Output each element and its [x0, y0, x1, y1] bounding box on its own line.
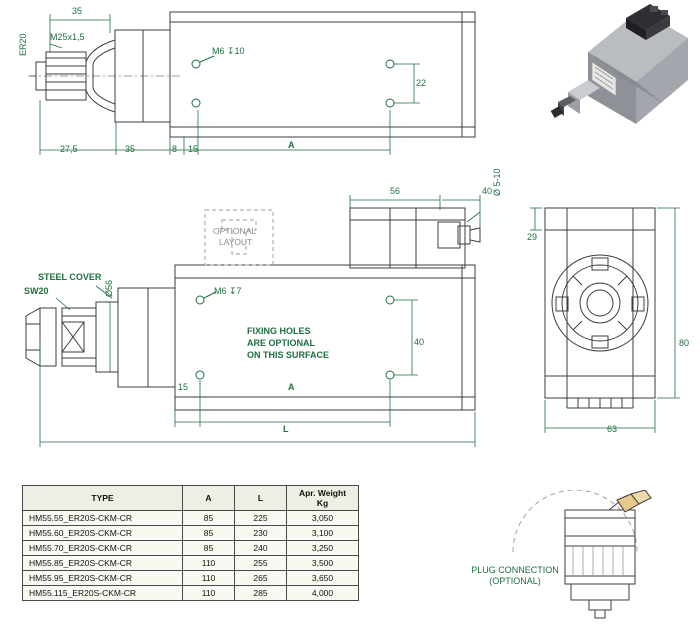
table-row [23, 571, 359, 586]
label-sw20: SW20 [24, 286, 49, 296]
table-row [23, 511, 359, 526]
cell-type: HM55.70_ER20S-CKM-CR [23, 541, 183, 556]
cell-weight: 4,000 [287, 586, 359, 601]
top-view-drawing [0, 0, 520, 175]
table-body [23, 511, 359, 601]
dim-a-mid: A [288, 382, 295, 392]
cell-type: HM55.85_ER20S-CKM-CR [23, 556, 183, 571]
dim-29: 29 [527, 232, 538, 242]
label-optional-layout-line2: LAYOUT [219, 237, 253, 247]
cell-l: 255 [235, 556, 287, 571]
dim-l: L [283, 424, 289, 434]
dim-dia-5-10: Ø 5-10 [492, 168, 502, 196]
dim-27-5: 27,5 [60, 144, 78, 154]
dim-80: 80 [679, 338, 690, 348]
plug-connection-line2: (OPTIONAL) [489, 576, 541, 587]
cell-type: HM55.95_ER20S-CKM-CR [23, 571, 183, 586]
dim-dia56: Ø56 [104, 279, 114, 297]
cell-l: 225 [235, 511, 287, 526]
dim-er20: ER20 [18, 33, 28, 56]
spec-table [22, 485, 359, 601]
header-l: L [235, 486, 287, 511]
note-fixing-line2: ARE OPTIONAL [247, 338, 316, 348]
dim-22: 22 [416, 78, 427, 88]
cell-a: 110 [183, 556, 235, 571]
cell-l: 265 [235, 571, 287, 586]
dim-40-mid: 40 [414, 337, 425, 347]
spindle-photo [530, 4, 695, 144]
dim-m6-depth-mid: M6 ↧7 [214, 286, 242, 296]
cell-l: 240 [235, 541, 287, 556]
cell-weight: 3,100 [287, 526, 359, 541]
cell-a: 110 [183, 571, 235, 586]
table-row [23, 526, 359, 541]
header-weight-line1: Apr. Weight [298, 488, 347, 498]
dim-63: 63 [607, 424, 618, 434]
dim-m25x15: M25x1,5 [50, 32, 85, 42]
plug-connection-illustration [505, 490, 695, 630]
cell-weight: 3,650 [287, 571, 359, 586]
table-row [23, 556, 359, 571]
cell-a: 85 [183, 511, 235, 526]
header-weight-line2: Kg [316, 498, 329, 508]
plug-connection-line1: PLUG CONNECTION [471, 565, 559, 575]
cell-type: HM55.60_ER20S-CKM-CR [23, 526, 183, 541]
dim-40-right: 40 [482, 186, 493, 196]
cell-weight: 3,050 [287, 511, 359, 526]
table-row [23, 541, 359, 556]
cell-l: 285 [235, 586, 287, 601]
dim-a-top: A [288, 140, 295, 150]
dim-15-top: 15 [188, 144, 199, 154]
dim-35-bottom: 35 [125, 144, 136, 154]
dim-8: 8 [172, 144, 178, 154]
dim-15-mid: 15 [178, 382, 189, 392]
header-weight [287, 486, 359, 511]
plug-connection-label [440, 565, 590, 588]
note-fixing-line3: ON THIS SURFACE [247, 350, 330, 360]
cell-a: 85 [183, 541, 235, 556]
cell-weight: 3,500 [287, 556, 359, 571]
header-a: A [183, 486, 235, 511]
cell-weight: 3,250 [287, 541, 359, 556]
cell-a: 110 [183, 586, 235, 601]
note-fixing-line1: FIXING HOLES [247, 326, 311, 336]
dim-56: 56 [390, 186, 401, 196]
header-type: TYPE [23, 486, 183, 511]
table-header-row [23, 486, 359, 511]
label-optional-layout-line1: OPTIONAL [213, 226, 256, 236]
cell-a: 85 [183, 526, 235, 541]
cell-l: 230 [235, 526, 287, 541]
cell-type: HM55.115_ER20S-CKM-CR [23, 586, 183, 601]
front-face-drawing [330, 190, 700, 450]
dim-top-35: 35 [72, 6, 83, 16]
table-row [23, 586, 359, 601]
cell-type: HM55.55_ER20S-CKM-CR [23, 511, 183, 526]
label-steel-cover: STEEL COVER [38, 272, 102, 282]
dim-m6-depth-top: M6 ↧10 [212, 46, 245, 56]
